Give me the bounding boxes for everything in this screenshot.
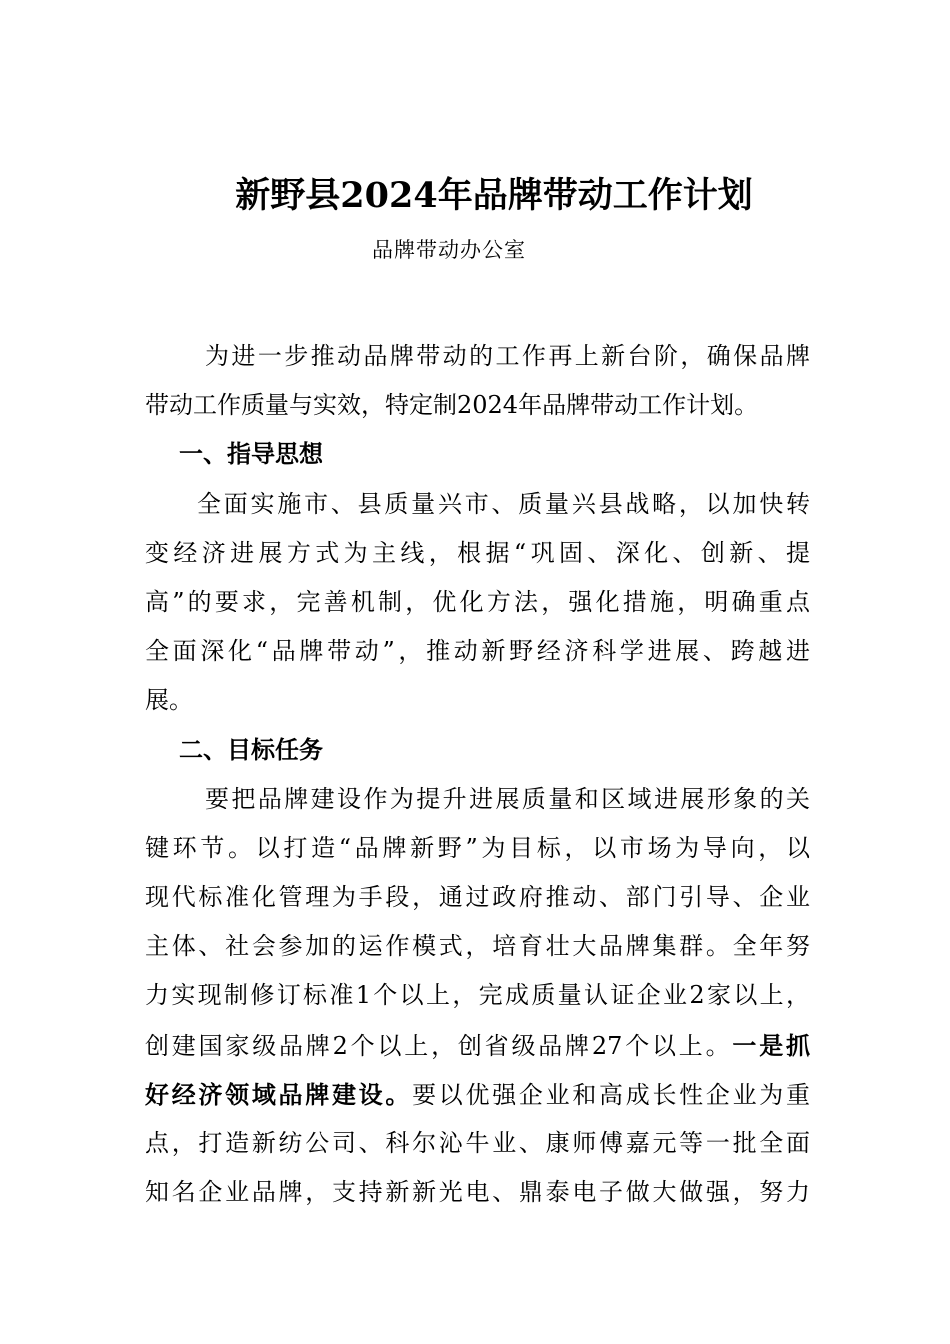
- document-title: 新野县2024年品牌带动工作计划: [235, 175, 753, 216]
- paragraph-line: 点，打造新纺公司、科尔沁牛业、康师傅嘉元等一批全面: [145, 1129, 810, 1157]
- paragraph-line: 键环节。以打造“品牌新野”为目标，以市场为导向，以: [145, 833, 810, 862]
- paragraph-line: 知名企业品牌，支持新新光电、鼎泰电子做大做强，努力: [145, 1178, 810, 1207]
- paragraph-line-mixed: [145, 1070, 810, 1119]
- paragraph-line: 全面深化“品牌带动”，推动新野经济科学进展、跨越进: [145, 637, 810, 666]
- paragraph-line: 主体、社会参加的运作模式，培育壮大品牌集群。全年努: [145, 932, 810, 961]
- paragraph-line: 力实现制修订标准1个以上，完成质量认证企业2家以上，: [145, 981, 810, 1010]
- bold-text-run: 好经济领域品牌建设。: [145, 1079, 413, 1109]
- intro-line: 为进一步推动品牌带动的工作再上新台阶，确保品牌: [205, 342, 810, 370]
- paragraph-line: 现代标准化管理为手段，通过政府推动、部门引导、企业: [145, 883, 810, 912]
- paragraph-line: 全面实施市、县质量兴市、质量兴县战略，以加快转: [197, 489, 810, 518]
- paragraph-line-mixed: [145, 1021, 810, 1070]
- paragraph-line: 变经济进展方式为主线，根据“巩固、深化、创新、提: [145, 538, 810, 567]
- document-body: [145, 332, 810, 1217]
- paragraph-line: 展。: [145, 686, 193, 715]
- paragraph-line: 要把品牌建设作为提升进展质量和区域进展形象的关: [205, 784, 810, 813]
- section-heading-guiding-ideology: 一、指导思想: [179, 440, 323, 469]
- text-run: 创建国家级品牌2个以上，创省级品牌27个以上。: [145, 1031, 733, 1060]
- section-heading-goals-tasks: 二、目标任务: [179, 735, 323, 764]
- text-run: 要以优强企业和高成长性企业为重: [412, 1080, 810, 1109]
- intro-line: 带动工作质量与实效，特定制2024年品牌带动工作计划。: [145, 391, 759, 420]
- bold-text-run: 一是抓: [732, 1030, 810, 1060]
- document-subtitle: 品牌带动办公室: [372, 238, 526, 262]
- paragraph-line: 高”的要求，完善机制，优化方法，强化措施，明确重点: [145, 587, 810, 616]
